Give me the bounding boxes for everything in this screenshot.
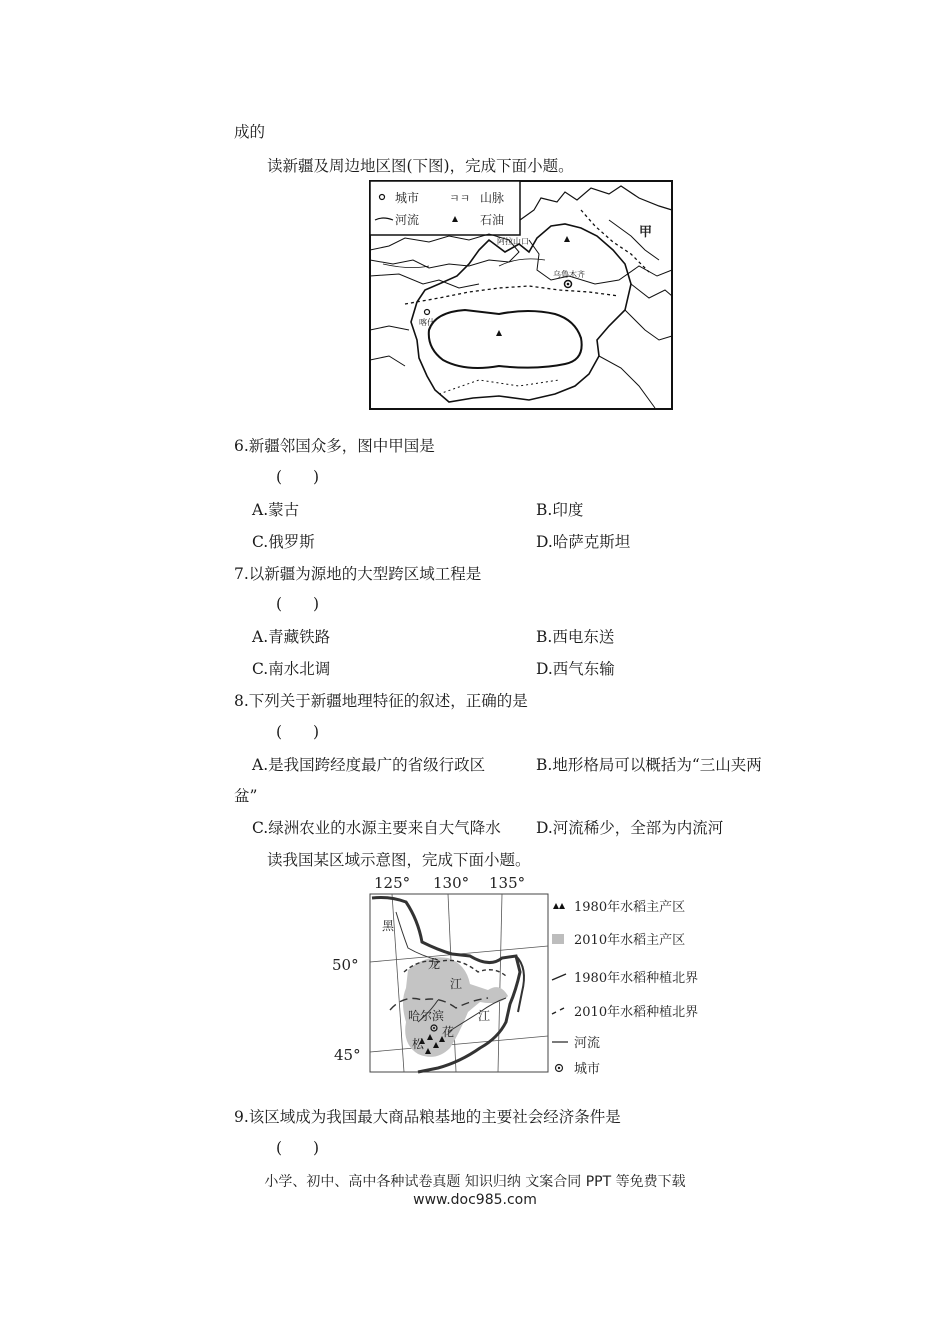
question-7-option-b: B.西电东送 [536,628,615,646]
northeast-rice-map [330,872,720,1082]
label-kashi: 喀什 [419,318,435,327]
question-8-option-d: D.河流稀少，全部为内流河 [536,819,724,837]
legend-1980-boundary: 1980年水稻种植北界 [574,971,699,986]
section2-intro: 读我国某区域示意图，完成下面小题。 [267,851,531,869]
label-harbin: 哈尔滨 [408,1009,445,1023]
label-jiang2: 江 [478,1009,491,1023]
legend-2010-boundary: 2010年水稻种植北界 [574,1005,699,1020]
label-long: 龙 [428,957,441,971]
legend-2010-rice-area: 2010年水稻主产区 [574,933,686,948]
longitude-135: 135° [489,874,526,892]
latitude-50: 50° [332,956,359,974]
latitude-45: 45° [334,1046,361,1064]
legend-city: 城市 [574,1062,601,1077]
question-6-option-c: C.俄罗斯 [252,533,315,551]
label-song: 松 [412,1037,425,1051]
question-6-option-d: D.哈萨克斯坦 [536,533,631,551]
question-8-option-a: A.是我国跨经度最广的省级行政区 [252,756,486,774]
legend-oil: 石油 [480,213,505,227]
question-9-stem: 9.该区域成为我国最大商品粮基地的主要社会经济条件是 [234,1108,621,1126]
legend-river: 河流 [395,213,420,227]
label-hei: 黑 [382,919,395,933]
legend-1980-rice-area: 1980年水稻主产区 [574,900,686,915]
continued-text: 成的 [234,123,266,141]
label-urumqi: 乌鲁木齐 [553,270,585,279]
longitude-130: 130° [433,874,470,892]
question-7-option-c: C.南水北调 [252,660,331,678]
xinjiang-map [369,180,673,410]
question-8-answer-blank: ( ) [276,723,320,741]
mountain-symbol-icon: ㅋㅋ [449,192,471,205]
longitude-125: 125° [374,874,411,892]
question-6-option-b: B.印度 [536,501,584,519]
question-7-option-d: D.西气东输 [536,660,615,678]
label-hua: 花 [442,1025,455,1039]
question-7-answer-blank: ( ) [276,595,320,613]
question-6-answer-blank: ( ) [276,468,320,486]
question-8-option-b: B.地形格局可以概括为“三山夹两 [536,756,762,774]
legend-river: 河流 [574,1036,601,1051]
section1-intro: 读新疆及周边地区图(下图)，完成下面小题。 [267,157,574,175]
footer-tagline: 小学、初中、高中各种试卷真题 知识归纳 文案合同 PPT 等免费下载 [264,1174,686,1190]
footer-website[interactable]: www.doc985.com [413,1192,537,1208]
label-jia: 甲 [639,225,653,240]
question-8-option-c: C.绿洲农业的水源主要来自大气降水 [252,819,501,837]
legend-mountain: 山脉 [480,191,505,205]
legend-city: 城市 [395,191,420,205]
question-8-stem: 8.下列关于新疆地理特征的叙述，正确的是 [234,692,528,710]
question-7-stem: 7.以新疆为源地的大型跨区域工程是 [234,565,482,583]
question-6-option-a: A.蒙古 [252,501,300,519]
question-6-stem: 6.新疆邻国众多，图中甲国是 [234,437,435,455]
label-alashankou: 阿拉山口 [497,237,529,246]
question-9-answer-blank: ( ) [276,1139,320,1157]
question-8-option-b-continued: 盆” [234,787,258,805]
label-jiang1: 江 [450,977,463,991]
question-7-option-a: A.青藏铁路 [252,628,331,646]
